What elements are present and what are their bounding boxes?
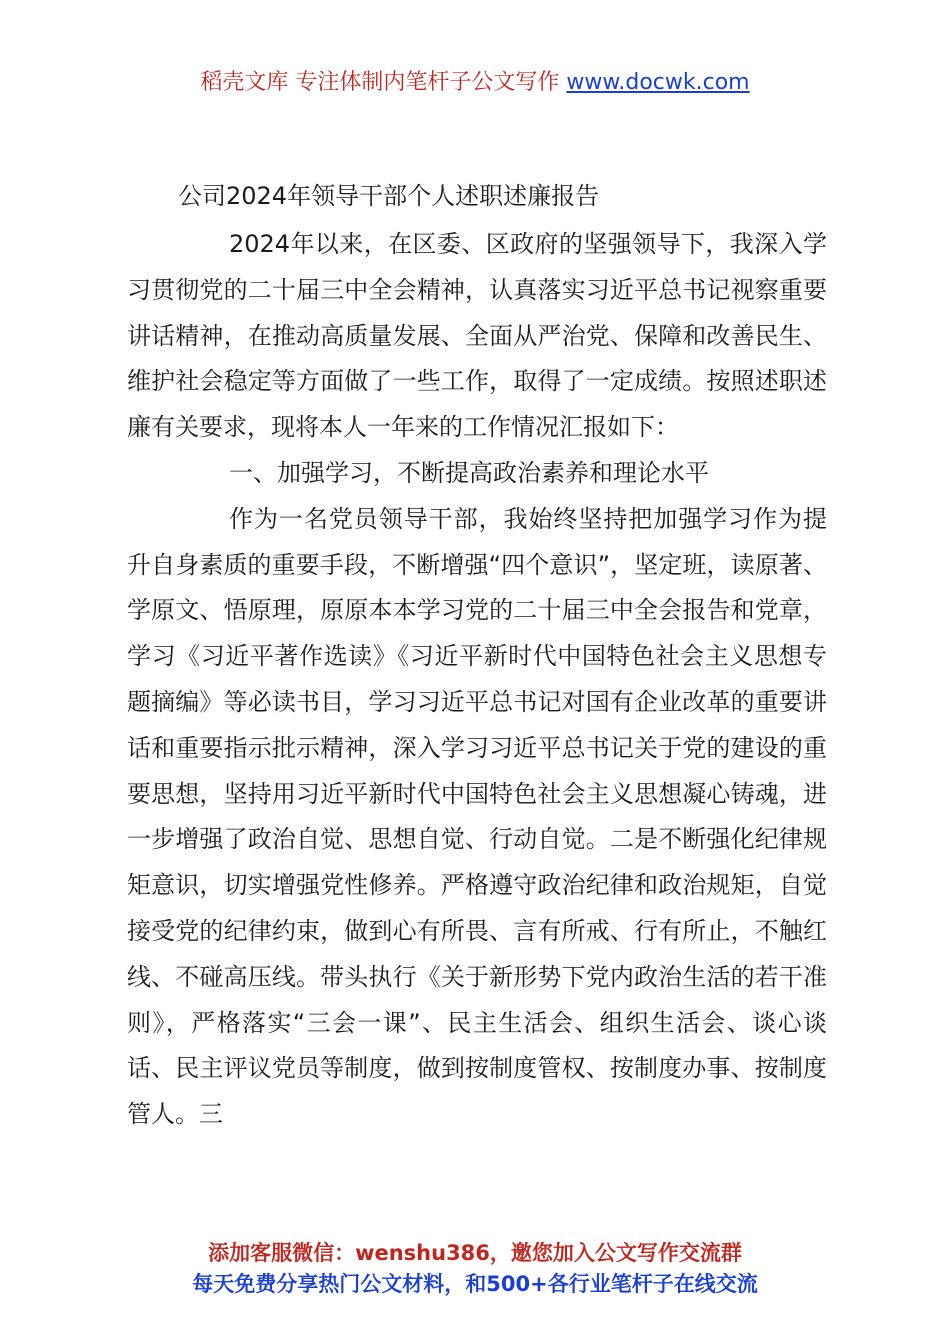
site-link[interactable]: www.docwk.com	[566, 70, 750, 95]
header-slogan: 稻壳文库 专注体制内笔杆子公文写作	[200, 70, 567, 95]
promo-footer	[0, 1238, 950, 1300]
section-heading: 一、加强学习，不断提高政治素养和理论水平	[229, 458, 709, 487]
intro-paragraph: 2024年以来，在区委、区政府的坚强领导下，我深入学习贯彻党的二十届三中全会精神，认真落实习近平总书记视察重要讲话精神，在推动高质量发展、全面从严治党、保障和改善民生、维护社会稳定等方面做了一些工作，取得了一定成绩。按照述职述廉有关要求，现将本人一年来的工作情况汇报如下：	[127, 230, 827, 442]
footer-line-share: 每天免费分享热门公文材料，和500+各行业笔杆子在线交流	[192, 1272, 758, 1296]
body-paragraph: 作为一名党员领导干部，我始终坚持把加强学习作为提升自身素质的重要手段，不断增强“四个意识”，坚定班，读原著、学原文、悟原理，原原本本学习党的二十届三中全会报告和党章，学习《习近平著作选读》《习近平新时代中国特色社会主义思想专题摘编》等必读书目，学习习近平总书记对国有企业改革的重要讲话和重要指示批示精神，深入学习习近平总书记关于党的建设的重要思想，坚持用习近平新时代中国特色社会主义思想凝心铸魂，进一步增强了政治自觉、思想自觉、行动自觉。二是不断强化纪律规矩意识，切实增强党性修养。严格遵守政治纪律和政治规矩，自觉接受党的纪律约束，做到心有所畏、言有所戒、行有所止，不触红线、不碰高压线。带头执行《关于新形势下党内政治生活的若干准则》，严格落实“三会一课”、民主生活会、组织生活会、谈心谈话、民主评议党员等制度，做到按制度管权、按制度办事、按制度管人。三	[127, 504, 827, 1129]
footer-line-wechat: 添加客服微信：wenshu386，邀您加入公文写作交流群	[208, 1241, 742, 1265]
document-body	[127, 222, 827, 1138]
document-title: 公司2024年领导干部个人述职述廉报告	[178, 182, 600, 210]
site-header	[0, 66, 950, 100]
